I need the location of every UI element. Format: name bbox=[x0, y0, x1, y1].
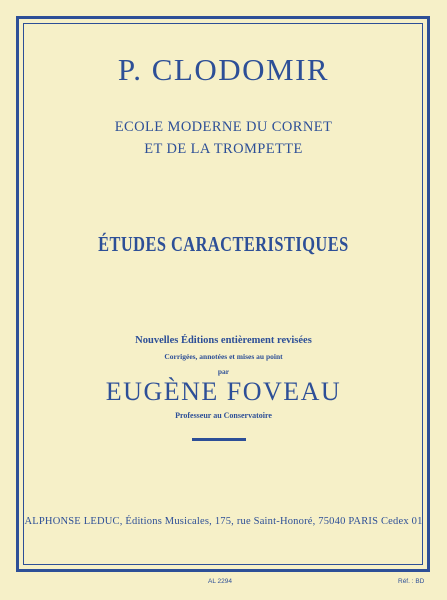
publisher-line: ALPHONSE LEDUC, Éditions Musicales, 175, rue Saint-Honoré, 75040 PARIS Cedex 01 bbox=[24, 516, 423, 527]
reference-code: Réf. : BD bbox=[398, 578, 425, 585]
composer-name: P. CLODOMIR bbox=[117, 52, 330, 87]
by-label: par bbox=[217, 367, 230, 376]
series-title-line-2: ET DE LA TROMPETTE bbox=[144, 141, 303, 157]
editions-note: Nouvelles Éditions entièrement revisées bbox=[135, 335, 312, 346]
method-series-title bbox=[0, 116, 447, 160]
editor-name: EUGÈNE FOVEAU bbox=[105, 377, 342, 406]
cover-border-inner bbox=[23, 23, 423, 565]
divider-rule bbox=[192, 438, 246, 441]
cover-border-outer bbox=[16, 16, 430, 572]
work-title: ÉTUDES CARACTERISTIQUES bbox=[98, 232, 349, 256]
catalog-code: AL 2294 bbox=[208, 578, 232, 585]
corrections-note: Corrigées, annotées et mises au point bbox=[164, 352, 283, 361]
series-title-line-1: ECOLE MODERNE DU CORNET bbox=[114, 119, 333, 135]
editor-role: Professeur au Conservatoire bbox=[175, 411, 272, 420]
